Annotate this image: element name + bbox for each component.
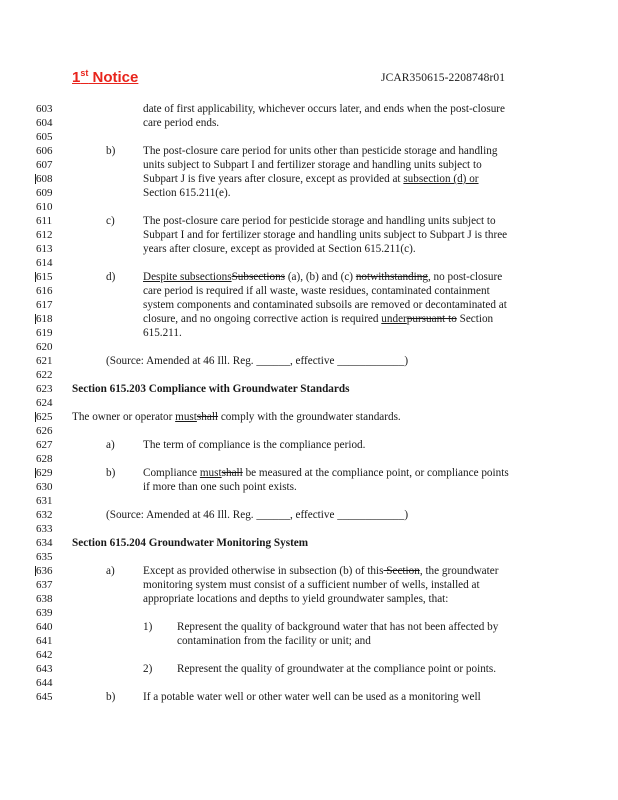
line-number: 639 [36, 607, 53, 619]
text-line-637: monitoring system must consist of a sufficient number of wells, installed at [143, 579, 480, 591]
line-number: 613 [36, 243, 53, 255]
line-number: 637 [36, 579, 53, 591]
line-number: 628 [36, 453, 53, 465]
line-number: 606 [36, 145, 53, 157]
line-number: 620 [36, 341, 53, 353]
text-line-609: Section 615.211(e). [143, 187, 231, 199]
text-line-611: The post-closure care period for pesticide storage and handling units subject to [143, 215, 496, 227]
line-number: 610 [36, 201, 53, 213]
line-number: 621 [36, 355, 53, 367]
text-line-615: Despite subsectionsSubsections (a), (b) and (c) notwithstanding, no post-closure [143, 271, 503, 283]
text-line-627: The term of compliance is the compliance period. [143, 439, 366, 451]
text-line-636: Except as provided otherwise in subsection (b) of this Section, the groundwater [143, 565, 499, 577]
line-number: 617 [36, 299, 53, 311]
deleted-text: shall [196, 411, 219, 423]
item-label-b: b) [106, 467, 116, 479]
text-line-625: The owner or operator mustshall comply with the groundwater standards. [72, 411, 401, 423]
line-number: 608 [36, 173, 60, 185]
line-number: 626 [36, 425, 53, 437]
deleted-text: notwithstanding [355, 271, 428, 283]
text-line-630: if more than one such point exists. [143, 481, 297, 493]
text-line-645: If a potable water well or other water well can be used as a monitoring well [143, 691, 481, 703]
inserted-text: Despite subsections [143, 271, 232, 283]
section-heading-615-204: Section 615.204 Groundwater Monitoring System [72, 537, 309, 549]
text-line-618: closure, and no ongoing corrective action is required underpursuant to Section [143, 313, 494, 325]
line-number: 622 [36, 369, 53, 381]
line-number: 627 [36, 439, 53, 451]
text-line-606: The post-closure care period for units other than pesticide storage and handling [143, 145, 498, 157]
text-line-638: appropriate locations and depths to yield groundwater samples, that: [143, 593, 449, 605]
source-note: (Source: Amended at 46 Ill. Reg. ______, effective ____________) [106, 509, 409, 521]
item-label-a: a) [106, 439, 115, 451]
line-number: 618 [36, 313, 60, 325]
line-number: 641 [36, 635, 53, 647]
text-line-604: care period ends. [143, 117, 220, 129]
item-label-1: 1) [143, 621, 153, 633]
text-line-640: Represent the quality of background water that has not been affected by [177, 621, 499, 633]
line-number: 607 [36, 159, 53, 171]
text-line-641: contamination from the facility or unit; and [177, 635, 371, 647]
line-number: 644 [36, 677, 53, 689]
line-number: 636 [36, 565, 60, 577]
source-note: (Source: Amended at 46 Ill. Reg. ______, effective ____________) [106, 355, 409, 367]
line-number: 624 [36, 397, 53, 409]
line-number: 616 [36, 285, 53, 297]
text-line-603: date of first applicability, whichever occurs later, and ends when the post-closure [143, 103, 505, 115]
deleted-text: shall [221, 467, 243, 479]
line-number: 638 [36, 593, 53, 605]
line-number: 605 [36, 131, 53, 143]
line-number: 629 [36, 467, 60, 479]
deleted-text: Subsections [231, 271, 286, 283]
inserted-text: subsection (d) or [403, 173, 479, 185]
line-number: 635 [36, 551, 53, 563]
deleted-text: pursuant to [406, 313, 457, 325]
line-number: 643 [36, 663, 53, 675]
line-number: 625 [36, 411, 60, 423]
section-heading-615-203: Section 615.203 Compliance with Groundwater Standards [72, 383, 350, 395]
line-number: 612 [36, 229, 53, 241]
item-label-c: c) [106, 215, 115, 227]
item-label-b: b) [106, 691, 116, 703]
line-number: 632 [36, 509, 53, 521]
item-label-2: 2) [143, 663, 153, 675]
text-line-607: units subject to Subpart I and fertilizer storage and handling units subject to [143, 159, 482, 171]
line-number: 631 [36, 495, 53, 507]
line-number: 619 [36, 327, 53, 339]
item-label-d: d) [106, 271, 116, 283]
line-number: 642 [36, 649, 53, 661]
item-label-a: a) [106, 565, 115, 577]
line-number: 604 [36, 117, 53, 129]
deleted-text: Section [383, 565, 420, 577]
notice-heading: 1st Notice [72, 68, 139, 86]
text-line-643: Represent the quality of groundwater at the compliance point or points. [177, 663, 497, 675]
text-line-617: system components and contaminated subsoils are removed or decontaminated at [143, 299, 507, 311]
line-number: 634 [36, 537, 53, 549]
item-label-b: b) [106, 145, 116, 157]
text-line-613: years after closure, except as provided at Section 615.211(c). [143, 243, 416, 255]
inserted-text: must [175, 411, 197, 423]
text-line-616: care period is required if all waste, waste residues, contaminated containment [143, 285, 490, 297]
line-number: 623 [36, 383, 53, 395]
text-line-608: Subpart J is five years after closure, except as provided at subsection (d) or [143, 173, 479, 185]
line-number: 630 [36, 481, 53, 493]
line-number: 614 [36, 257, 53, 269]
inserted-text: must [199, 467, 222, 479]
line-number: 609 [36, 187, 53, 199]
text-line-612: Subpart I and for fertilizer storage and handling units subject to Subpart J is three [143, 229, 508, 241]
line-number: 611 [36, 215, 53, 227]
line-number: 645 [36, 691, 53, 703]
line-number: 640 [36, 621, 53, 633]
line-number: 633 [36, 523, 53, 535]
line-number: 603 [36, 103, 53, 115]
text-line-629: Compliance mustshall be measured at the compliance point, or compliance points [143, 467, 509, 479]
document-code: JCAR350615-2208748r01 [381, 72, 506, 84]
line-number: 615 [36, 271, 60, 283]
inserted-text: under [381, 313, 407, 325]
text-line-619: 615.211. [143, 327, 182, 339]
